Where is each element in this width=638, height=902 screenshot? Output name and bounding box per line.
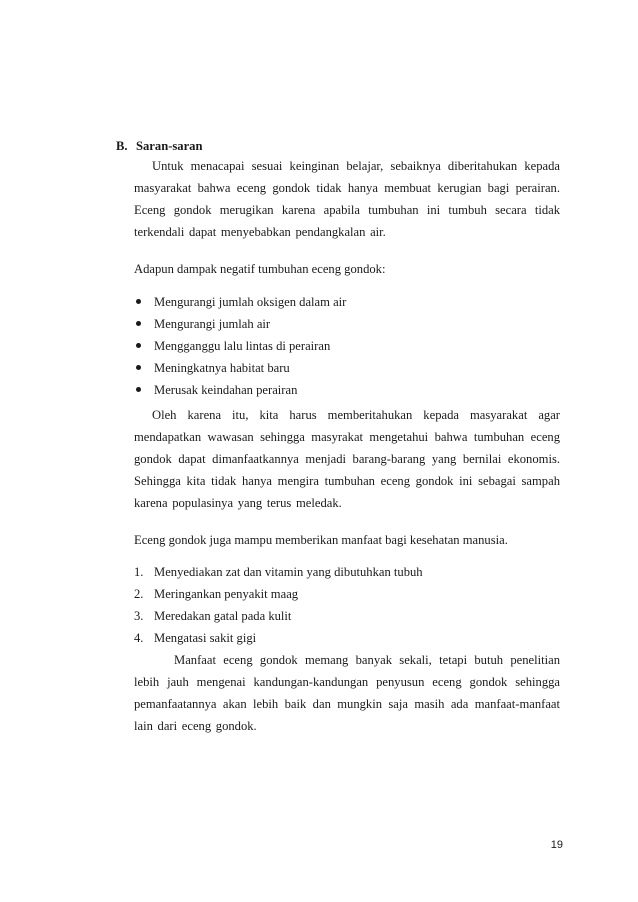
list-number: 4.: [134, 631, 144, 645]
list-item: 4. Mengatasi sakit gigi: [134, 627, 560, 649]
list-item: Mengurangi jumlah oksigen dalam air: [134, 291, 560, 313]
paragraph-awareness: Oleh karena itu, kita harus memberitahukan kepada masyarakat agar mendapatkan wawasan sehingga masyrakat mengetahui bahwa tumbuhan eceng gondok dapat dimanfaatkannya menjadi barang-barang yang bernilai ekonomis. Sehingga kita tidak hanya mengira tumbuhan eceng gondok ini sebagai sampah karena populasinya yang terus meledak.: [134, 408, 560, 510]
bullet-icon: [136, 365, 141, 370]
list-number: 2.: [134, 587, 144, 601]
list-item: 1. Menyediakan zat dan vitamin yang dibutuhkan tubuh: [134, 561, 560, 583]
benefits-list: [134, 561, 560, 649]
list-item: Merusak keindahan perairan: [134, 379, 560, 401]
bullet-icon: [136, 387, 141, 392]
list-number: 3.: [134, 609, 144, 623]
section-heading: [116, 139, 202, 154]
list-item: Mengganggu lalu lintas di perairan: [134, 335, 560, 357]
paragraph-intro: Untuk menacapai sesuai keinginan belajar, sebaiknya diberitahukan kepada masyarakat bahwa eceng gondok tidak hanya membuat kerugian bagi perairan. Eceng gondok merugikan karena apabila tumbuhan ini tumbuh secara tidak terkendali dapat menyebabkan pendangkalan air.: [134, 159, 560, 239]
list-number: 1.: [134, 565, 144, 579]
benefits-intro: Eceng gondok juga mampu memberikan manfaat bagi kesehatan manusia.: [134, 533, 508, 547]
bullet-icon: [136, 299, 141, 304]
impacts-list: [134, 291, 560, 401]
list-item: Mengurangi jumlah air: [134, 313, 560, 335]
list-item: 3. Meredakan gatal pada kulit: [134, 605, 560, 627]
impacts-intro: Adapun dampak negatif tumbuhan eceng gondok:: [134, 262, 386, 276]
page-number: 19: [550, 839, 563, 851]
section-title: Saran-saran: [136, 139, 203, 153]
bullet-icon: [136, 321, 141, 326]
list-item: Meningkatnya habitat baru: [134, 357, 560, 379]
paragraph-closing: Manfaat eceng gondok memang banyak sekali, tetapi butuh penelitian lebih jauh mengenai kandungan-kandungan penyusun eceng gondok sehingga pemanfaatannya akan lebih baik dan mungkin saja masih ada manfaat-manfaat lain dari eceng gondok.: [134, 653, 560, 733]
bullet-icon: [136, 343, 141, 348]
section-number: B.: [116, 139, 128, 153]
list-item: 2. Meringankan penyakit maag: [134, 583, 560, 605]
